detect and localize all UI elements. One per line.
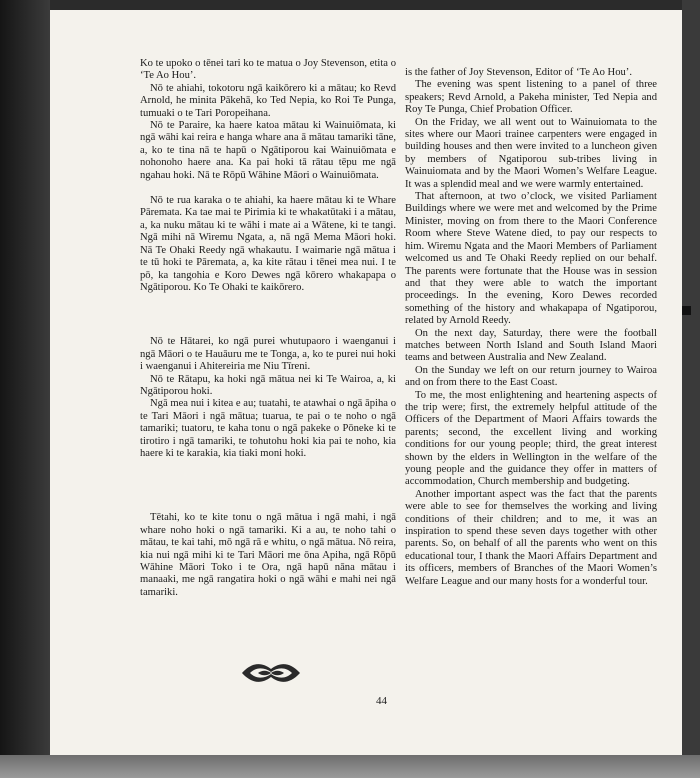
maori-text-column (140, 58, 396, 599)
paragraph: Nō te Hātarei, ko ngā purei whutupaoro i waenganui i ngā Māori o te Hauāuru me te Tonga, a, ko te purei nui hoki i waenganui i Ahitereiria me Niu Tīreni. (140, 336, 396, 373)
paragraph: To me, the most enlightening and heartening aspects of the trip were; first, the extremely helpful attitude of the Officers of the Department of Maori Affairs towards the parents; second, the excellent living and working conditions for our young people; third, the great interest shown by the elders in Wellington in the welfare of the young people and the guidance they offer in matters of accommodation, Church membership and budgeting. (405, 389, 657, 488)
ornament-icon (238, 660, 304, 686)
paragraph: On the next day, Saturday, there were the football matches between North Island and South Island Maori teams and between Australia and New Zealand. (405, 327, 657, 364)
paragraph: Another important aspect was the fact that the parents were able to see for themselves the working and living conditions of their children; and to me, it was an inspiration to spend these seven days together with other parents. So, on behalf of all the parents who went on this educational tour, I thank the Maori Affairs Department and its officers, members of Branches of the Maori Women’s Welfare League and our many hosts for a wonderful tour. (405, 488, 657, 587)
paragraph: Nō te ahiahi, tokotoru ngā kaikōrero ki a mātau; ko Revd Arnold, he minita Pākehā, ko Ted Nepia, ko Roi Te Punga, tumuaki o te Tari Poropeihana. (140, 82, 396, 119)
paragraph: The evening was spent listening to a panel of three speakers; Revd Arnold, a Pakeha minister, Ted Nepia and Roy Te Punga, Chief Probation Officer. (405, 79, 657, 116)
paragraph: On the Sunday we left on our return journey to Wairoa and on from there to the East Coast. (405, 364, 657, 389)
scan-edge-right (682, 0, 700, 778)
scan-marker (682, 306, 691, 315)
english-text-column (405, 67, 657, 588)
scan-edge-bottom (0, 755, 700, 778)
page-number: 44 (376, 695, 387, 707)
paragraph: Nō te Paraire, ka haere katoa mātau ki Wainuiōmata, ki ngā wāhi kai reira e hanga whare ana ā mātau tamariki tāne, a, ko te tina nā te hapū o Ngātiporou kai Wainuiōmata e nohonoho haere ana. Ka pai hoki tā rātau tēpu me ngā ngahau hoki. Nā te Rōpū Wāhine Māori o Wainuiōmata. (140, 120, 396, 181)
scan-edge-left (0, 0, 50, 778)
paragraph: Ngā mea nui i kitea e au; tuatahi, te atawhai o ngā āpiha o te Tari Māori i ngā mātua; tuarua, te pai o te noho o ngā tamariki; tuatoru, te kaha tonu o ngā pakeke o Pōneke ki te tirotiro i ngā tamariki, te tohutohu hoki kia pai te noho, kia haere ki te karakia, kia tiaki moni hoki. (140, 398, 396, 459)
paragraph: On the Friday, we all went out to Wainuiomata to the sites where our Maori trainee carpenters were engaged in building houses and then were invited to a luncheon given by members of Ngatiporou sub-tribes living in Wainuiomata and by the Maori Women’s Welfare League. It was a splendid meal and we were warmly entertained. (405, 116, 657, 190)
paragraph: Nō te Rātapu, ka hoki ngā mātua nei ki Te Wairoa, a, ki Ngātiporou hoki. (140, 373, 396, 397)
paragraph: Nō te rua karaka o te ahiahi, ka haere mātau ki te Whare Pāremata. Ka tae mai te Pirimia ki te whakatūtaki i a mātau, a, ka nuku mātau ki te wāhi i mate ai a Wātene, ki te tangi. Ngā mihi nā Wiremu Ngata, a, nā ngā Mema Māori hoki. Nā Te Ohaki Reedy ngā whakautu. I waimarie ngā mātua i te tū hoki te Pāremata, a, ka kite rātau i tēnei mea nui. I te pō, ka tangohia e Koro Dewes ngā kōrero whakapapa o Ngātiporou. Ko Te Ohaki te kaikōrero. (140, 195, 396, 293)
paragraph: Tētahi, ko te kite tonu o ngā mātua i ngā mahi, i ngā whare noho hoki o ngā tamariki. Ki a au, te noho tahi o mātau, te kai tahi, mō ngā rā e whitu, o ngā mātua. Nō reira, kia nui ngā mihi ki te Tari Māori me ōna Apiha, ngā Rōpū Wāhine Māori Toko i te Ora, ngā hapū nāna mātau i manaaki, me ngā rangatira hoki o ngā wāhi e mahi nei ngā tamariki. (140, 512, 396, 598)
paragraph: is the father of Joy Stevenson, Editor of ‘Te Ao Hou’. (405, 67, 632, 78)
paragraph: That afternoon, at two o’clock, we visited Parliament Buildings where we were met and welcomed by the Prime Minister, moving on from there to the Maori Conference Room where Steve Watene died, to pay our respects to him. Wiremu Ngata and the Maori Members of Parliament welcomed us and Te Ohaki Reedy replied on our behalf. The parents were fortunate that the House was in session and that they were able to watch the important proceedings. In the evening, Koro Dewes recorded something of the history and whakapapa of Ngatiporou, related by Arnold Reedy. (405, 191, 657, 327)
paragraph: Ko te upoko o tēnei tari ko te matua o Joy Stevenson, etita o ‘Te Ao Hou’. (140, 58, 396, 82)
